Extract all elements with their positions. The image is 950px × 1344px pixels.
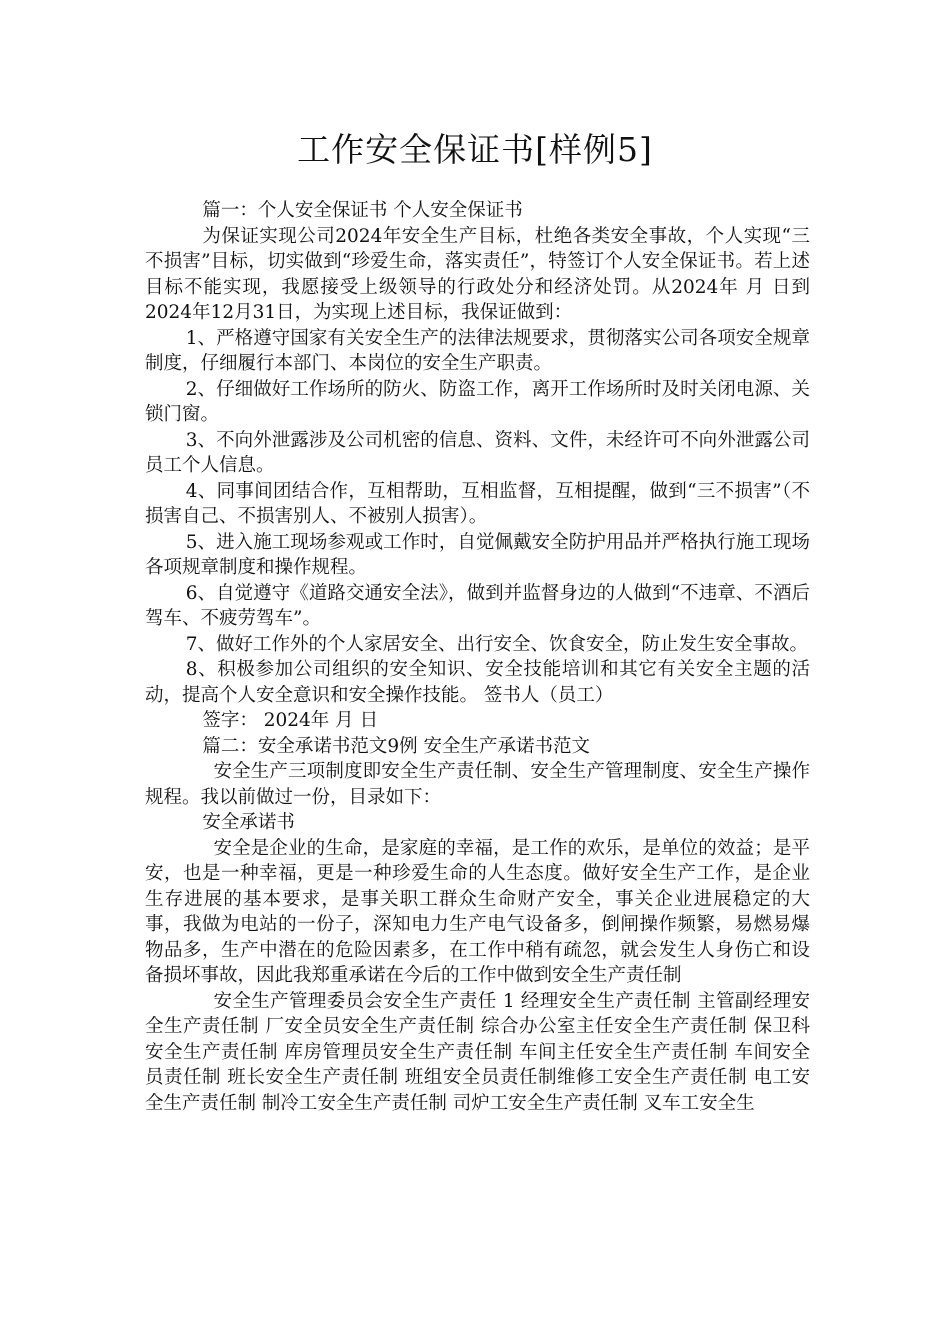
paragraph: 7、做好工作外的个人家居安全、出行安全、饮食安全，防止发生安全事故。 — [185, 633, 808, 655]
paragraph: 安全生产管理委员会安全生产责任 1 经理安全生产责任制 主管副经理安全生产责任制 厂安全员安全生产责任制 综合办公室主任安全生产责任制 保卫科安全生产责任制 库房管理员安全生产责任制 车间主任安全生产责任制 车间安全员责任制 班长安全生产责任制 班组安全员责任制维修工安全生产责任制 电工安全生产责任制 制冷工安全生产责任制 司炉工安全生产责任制 叉车工安全生 — [145, 990, 810, 1114]
paragraph: 安全生产三项制度即安全生产责任制、安全生产管理制度、安全生产操作规程。我以前做过一份，目录如下： — [145, 761, 810, 808]
paragraph: 篇一：个人安全保证书 个人安全保证书 — [202, 200, 523, 221]
paragraph: 签字： 2024年 月 日 — [202, 710, 379, 731]
paragraph: 安全是企业的生命，是家庭的幸福，是工作的欢乐，是单位的效益；是平安，也是一种幸福，更是一种珍爱生命的人生态度。做好安全生产工作，是企业生存进展的基本要求，是事关职工群众生命财产安全，事关企业进展稳定的大事，我做为电站的一份子，深知电力生产电气设备多，倒闸操作频繁，易燃易爆物品多，生产中潜在的危险因素多，在工作中稍有疏忽，就会发生人身伤亡和设备损坏事故，因此我郑重承诺在今后的工作中做到安全生产责任制 — [145, 837, 810, 986]
paragraph: 2、仔细做好工作场所的防火、防盗工作，离开工作场所时及时关闭电源、关锁门窗。 — [145, 378, 810, 425]
paragraph: 为保证实现公司2024年安全生产目标，杜绝各类安全事故，个人实现“三不损害”目标，切实做到“珍爱生命，落实责任”，特签订个人安全保证书。若上述目标不能实现，我愿接受上级领导的行政处分和经济处罚。从2024年 月 日到2024年12月31日，为实现上述目标，我保证做到： — [145, 225, 810, 323]
document-title: 工作安全保证书[样例5] — [297, 130, 653, 169]
paragraph: 1、严格遵守国家有关安全生产的法律法规要求，贯彻落实公司各项安全规章制度，仔细履行本部门、本岗位的安全生产职责。 — [145, 327, 810, 374]
paragraph: 6、自觉遵守《道路交通安全法》，做到并监督身边的人做到“不违章、不酒后驾车、不疲劳驾车”。 — [145, 582, 810, 629]
paragraph: 篇二：安全承诺书范文9例 安全生产承诺书范文 — [202, 735, 590, 757]
paragraph: 安全承诺书 — [202, 812, 295, 833]
paragraph: 5、进入施工现场参观或工作时，自觉佩戴安全防护用品并严格执行施工现场各项规章制度和操作规程。 — [145, 531, 810, 578]
paragraph: 3、不向外泄露涉及公司机密的信息、资料、文件，未经许可不向外泄露公司员工个人信息。 — [145, 429, 810, 476]
paragraph: 4、同事间团结合作，互相帮助，互相监督，互相提醒，做到“三不损害”（不损害自己、不损害别人、不被别人损害）。 — [145, 480, 810, 527]
document-body — [145, 198, 810, 1116]
paragraph: 8、积极参加公司组织的安全知识、安全技能培训和其它有关安全主题的活动，提高个人安全意识和安全操作技能。 签书人（员工） — [145, 659, 810, 706]
